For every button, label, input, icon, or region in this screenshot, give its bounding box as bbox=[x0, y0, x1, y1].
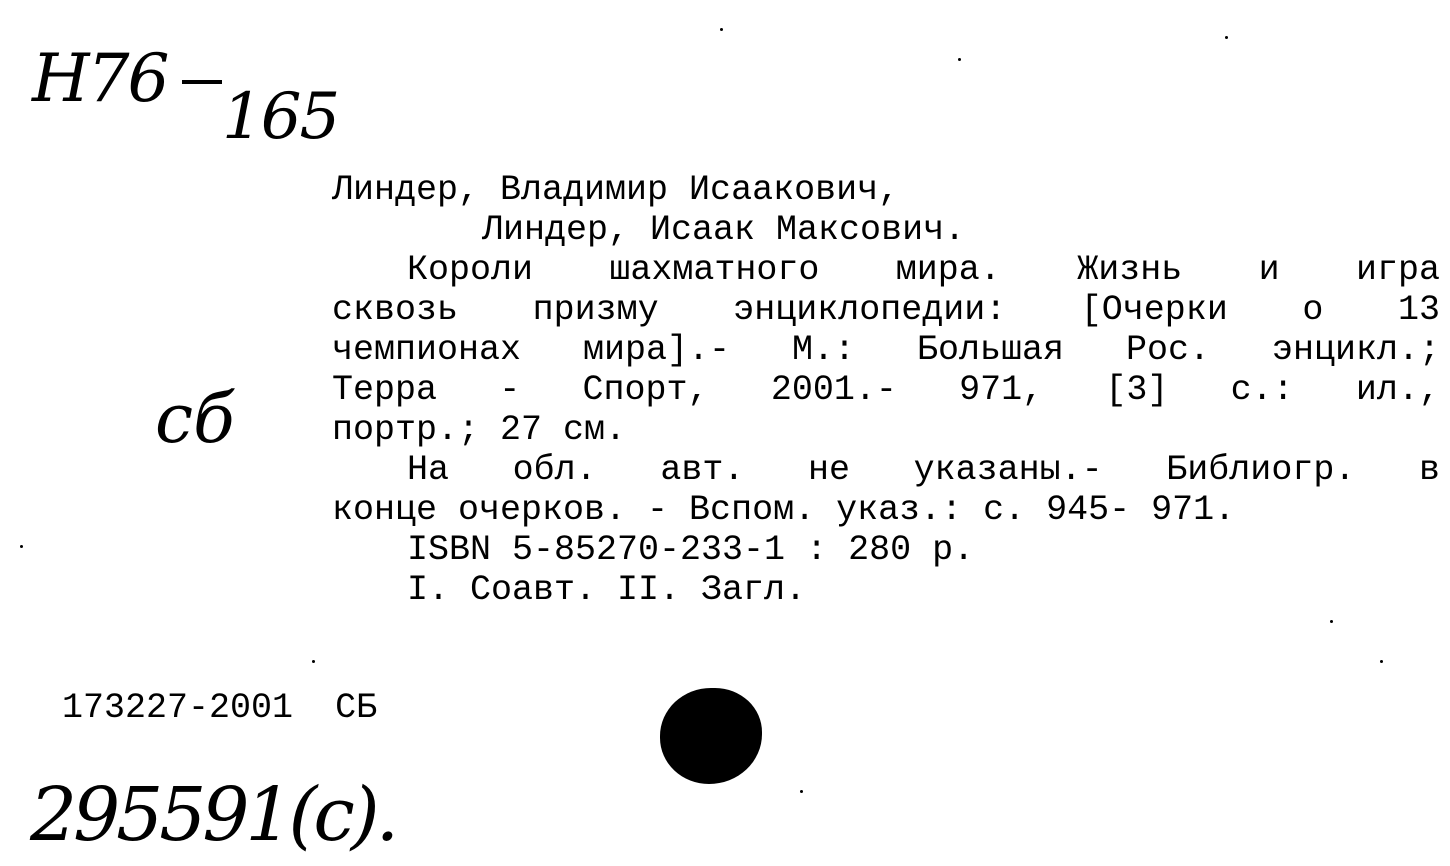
scan-speck bbox=[1330, 620, 1333, 623]
word: не bbox=[807, 450, 850, 490]
word: Библиогр. bbox=[1166, 450, 1356, 490]
scan-speck bbox=[1225, 36, 1228, 39]
note-line-2: конце очерков. - Вспом. указ.: с. 945- 971. bbox=[332, 490, 1236, 530]
word: призму bbox=[532, 290, 659, 330]
word: указаны.- bbox=[913, 450, 1103, 490]
scan-speck bbox=[312, 660, 315, 663]
scan-speck bbox=[800, 790, 803, 793]
word: мира. bbox=[895, 250, 1001, 290]
title-line-3 bbox=[332, 328, 1440, 368]
shelfmark-sub: 165 bbox=[222, 80, 339, 154]
word: М.: bbox=[792, 330, 856, 370]
word: [3] bbox=[1105, 370, 1169, 410]
shelfmark-main: Н76 bbox=[32, 40, 168, 117]
word: обл. bbox=[512, 450, 597, 490]
scan-speck bbox=[720, 28, 723, 31]
word: - bbox=[499, 370, 521, 410]
word: Короли bbox=[407, 250, 534, 290]
word: 2001.- bbox=[770, 370, 897, 410]
scan-speck bbox=[20, 545, 23, 548]
word: о bbox=[1302, 290, 1324, 330]
isbn-line: ISBN 5-85270-233-1 : 280 р. bbox=[407, 530, 975, 570]
word: Рос. bbox=[1125, 330, 1210, 370]
handwritten-mark: сб bbox=[155, 380, 235, 459]
fraction-line bbox=[182, 40, 222, 84]
register-number: 173227-2001 bbox=[62, 688, 294, 728]
word: мира].- bbox=[583, 330, 731, 370]
word: в bbox=[1418, 450, 1440, 490]
word: энцикл.; bbox=[1271, 330, 1440, 370]
author-secondary: Линдер, Исаак Максович. bbox=[482, 210, 966, 250]
word: энциклопедии: bbox=[733, 290, 1007, 330]
author-primary: Линдер, Владимир Исаакович, bbox=[332, 170, 900, 210]
shelfmark bbox=[32, 40, 339, 154]
word: Спорт, bbox=[582, 370, 709, 410]
word: чемпионах bbox=[332, 330, 522, 370]
word: Жизнь bbox=[1077, 250, 1183, 290]
word: 13 bbox=[1397, 290, 1440, 330]
word: шахматного bbox=[609, 250, 820, 290]
bibliographic-entry bbox=[332, 168, 1440, 608]
inventory-number: 295591(с). bbox=[30, 772, 396, 858]
word: 971, bbox=[959, 370, 1044, 410]
word: и bbox=[1258, 250, 1280, 290]
word: На bbox=[407, 450, 450, 490]
title-line-1 bbox=[332, 248, 1440, 288]
title-line-2 bbox=[332, 288, 1440, 328]
word: Большая bbox=[916, 330, 1065, 370]
register-code: СБ bbox=[335, 688, 378, 728]
word: авт. bbox=[660, 450, 745, 490]
word: с.: bbox=[1230, 370, 1294, 410]
note-line-1 bbox=[332, 448, 1440, 488]
word: ил., bbox=[1355, 370, 1440, 410]
scan-speck bbox=[1380, 660, 1383, 663]
tracing-line: I. Соавт. II. Загл. bbox=[407, 570, 807, 610]
title-line-4 bbox=[332, 368, 1440, 408]
punch-hole bbox=[660, 688, 762, 784]
word: игра bbox=[1355, 250, 1440, 290]
word: сквозь bbox=[332, 290, 459, 330]
title-line-5: портр.; 27 см. bbox=[332, 410, 627, 450]
shelfmark-fraction bbox=[182, 40, 339, 154]
word: [Очерки bbox=[1080, 290, 1228, 330]
scan-speck bbox=[958, 58, 961, 61]
register-line bbox=[62, 688, 377, 728]
word: Терра bbox=[332, 370, 438, 410]
